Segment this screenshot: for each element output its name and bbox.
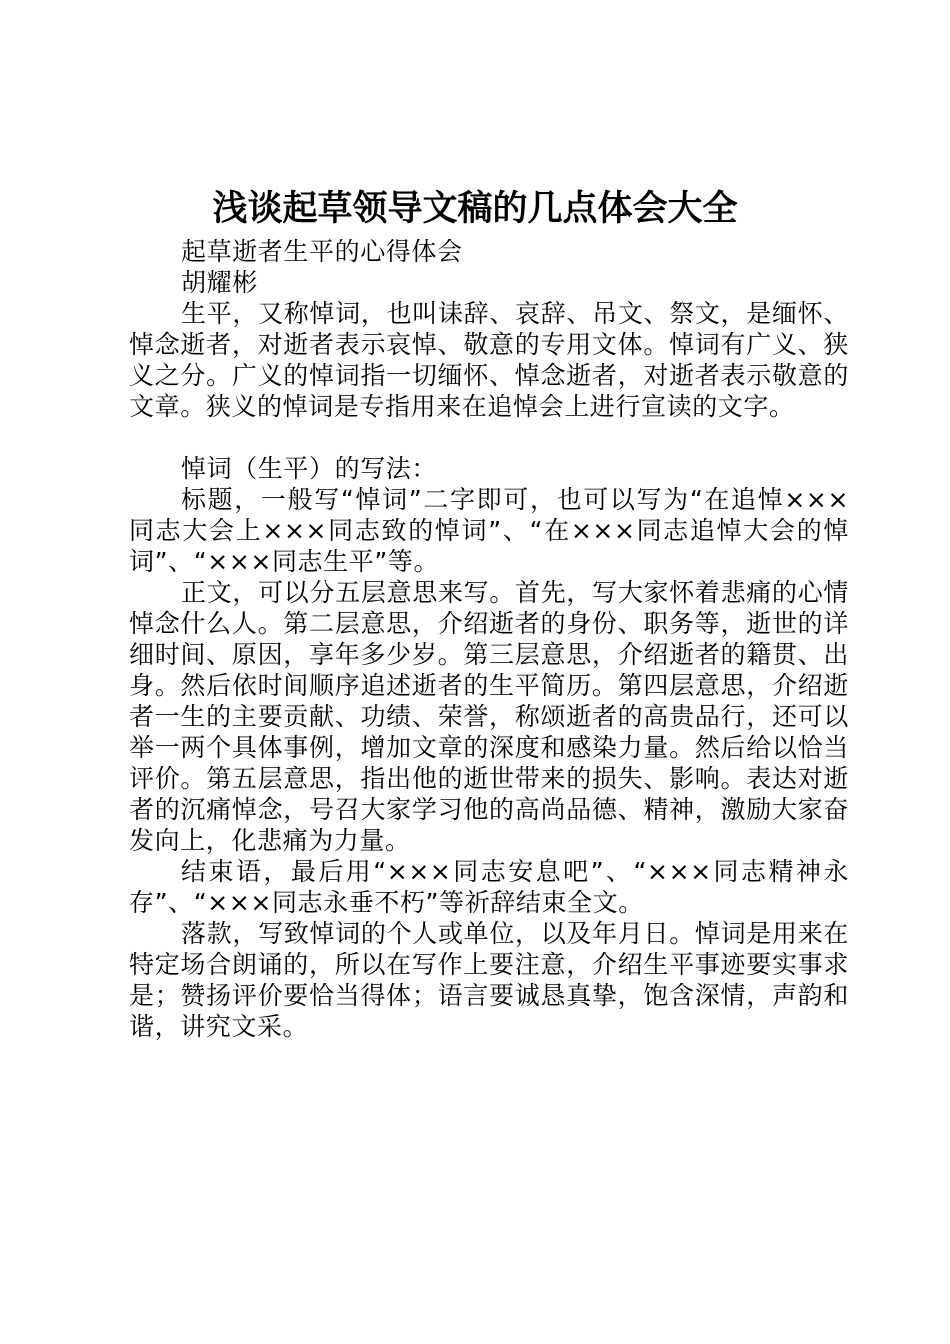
paragraph-definition: 生平，又称悼词，也叫诔辞、哀辞、吊文、祭文，是缅怀、悼念逝者，对逝者表示哀悼、敬意的专用文体。悼词有广义、狭义之分。广义的悼词指一切缅怀、悼念逝者，对逝者表示敬意的文章。狭义的悼词是专指用来在追悼会上进行宣读的文字。 [129, 299, 849, 421]
paragraph-signature: 落款，写致悼词的个人或单位，以及年月日。悼词是用来在特定场合朗诵的，所以在写作上要注意，介绍生平事迹要实事求是；赞扬评价要恰当得体；语言要诚恳真挚，饱含深情，声韵和谐，讲究文采。 [129, 919, 849, 1041]
paragraph-main-body: 正文，可以分五层意思来写。首先，写大家怀着悲痛的心情悼念什么人。第二层意思，介绍逝者的身份、职务等，逝世的详细时间、原因，享年多少岁。第三层意思，介绍逝者的籍贯、出身。然后依时间顺序追述逝者的生平简历。第四层意思，介绍逝者一生的主要贡献、功绩、荣誉，称颂逝者的高贵品行，还可以举一两个具体事例，增加文章的深度和感染力量。然后给以恰当评价。第五层意思，指出他的逝世带来的损失、影响。表达对逝者的沉痛悼念，号召大家学习他的高尚品德、精神，激励大家奋发向上，化悲痛为力量。 [129, 578, 849, 855]
author-line: 胡耀彬 [181, 268, 258, 297]
subtitle-line: 起草逝者生平的心得体会 [181, 237, 463, 266]
paragraph-heading-rules: 标题，一般写“悼词”二字即可，也可以写为“在追悼×××同志大会上×××同志致的悼词”、“在×××同志追悼大会的悼词”、“×××同志生平”等。 [129, 485, 849, 576]
document-title: 浅谈起草领导文稿的几点体会大全 [212, 188, 738, 229]
paragraph-method-heading: 悼词（生平）的写法： [181, 454, 438, 483]
paragraph-closing: 结束语，最后用“×××同志安息吧”、“×××同志精神永存”、“×××同志永垂不朽”等祈辞结束全文。 [129, 857, 849, 917]
blank-line [129, 422, 849, 453]
document-body [129, 236, 849, 1042]
